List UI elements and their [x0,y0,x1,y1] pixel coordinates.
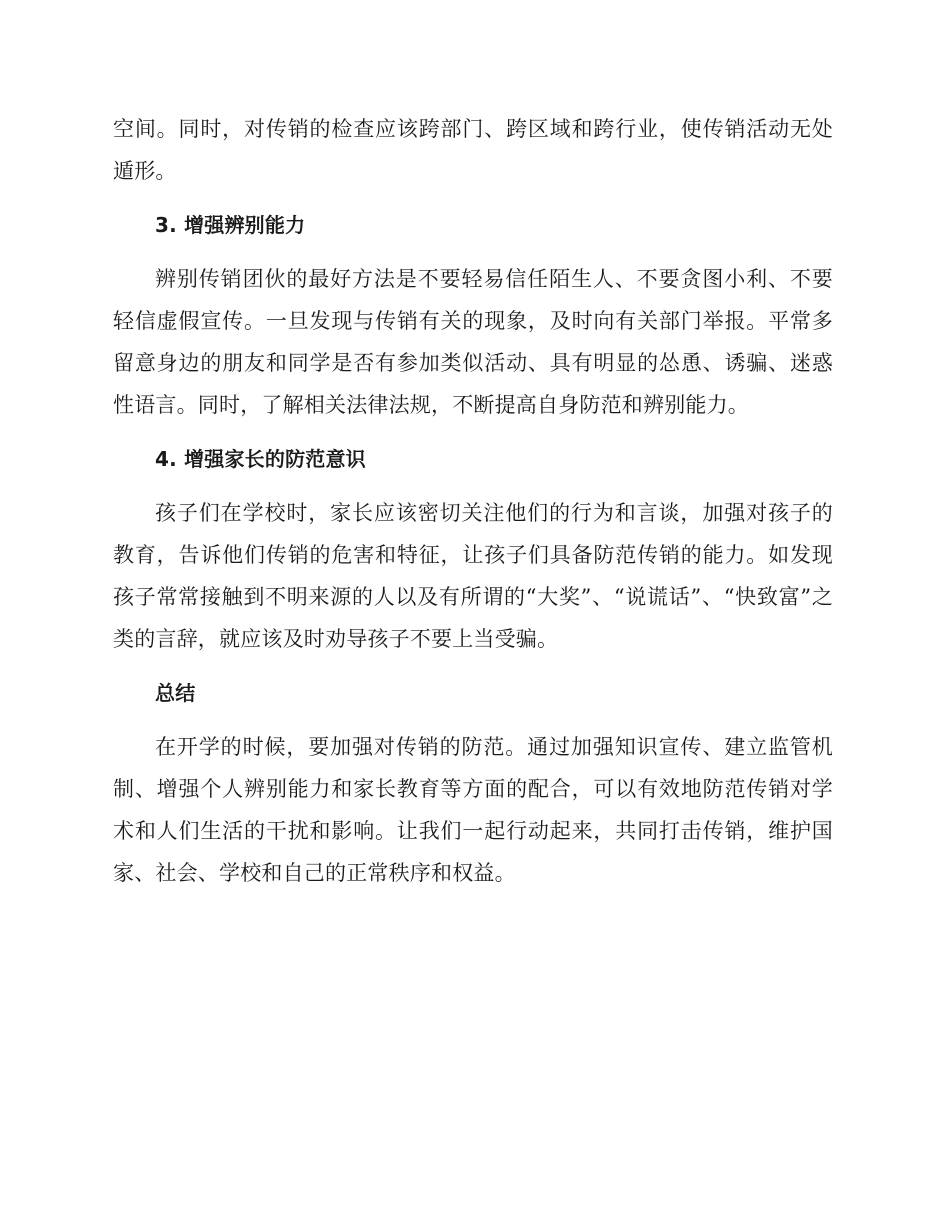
document-body [113,108,833,894]
section-4-paragraph: 孩子们在学校时，家长应该密切关注他们的行为和言谈，加强对孩子的教育，告诉他们传销的危害和特征，让孩子们具备防范传销的能力。如发现孩子常常接触到不明来源的人以及有所谓的“大奖”、“说谎话”、“快致富”之类的言辞，就应该及时劝导孩子不要上当受骗。 [113,501,833,651]
summary-heading: 总结 [155,681,196,705]
summary-paragraph: 在开学的时候，要加强对传销的防范。通过加强知识宣传、建立监管机制、增强个人辨别能力和家长教育等方面的配合，可以有效地防范传销对学术和人们生活的干扰和影响。让我们一起行动起来，共同打击传销，维护国家、社会、学校和自己的正常秩序和权益。 [113,735,833,885]
section-4-heading: 4. 增强家长的防范意识 [155,447,366,471]
section-3-paragraph: 辨别传销团伙的最好方法是不要轻易信任陌生人、不要贪图小利、不要轻信虚假宣传。一旦发现与传销有关的现象，及时向有关部门举报。平常多留意身边的朋友和同学是否有参加类似活动、具有明显的怂恿、诱骗、迷惑性语言。同时，了解相关法律法规，不断提高自身防范和辨别能力。 [113,267,833,417]
continued-paragraph: 空间。同时，对传销的检查应该跨部门、跨区域和跨行业，使传销活动无处遁形。 [113,117,833,183]
section-3-heading: 3. 增强辨别能力 [155,213,306,237]
